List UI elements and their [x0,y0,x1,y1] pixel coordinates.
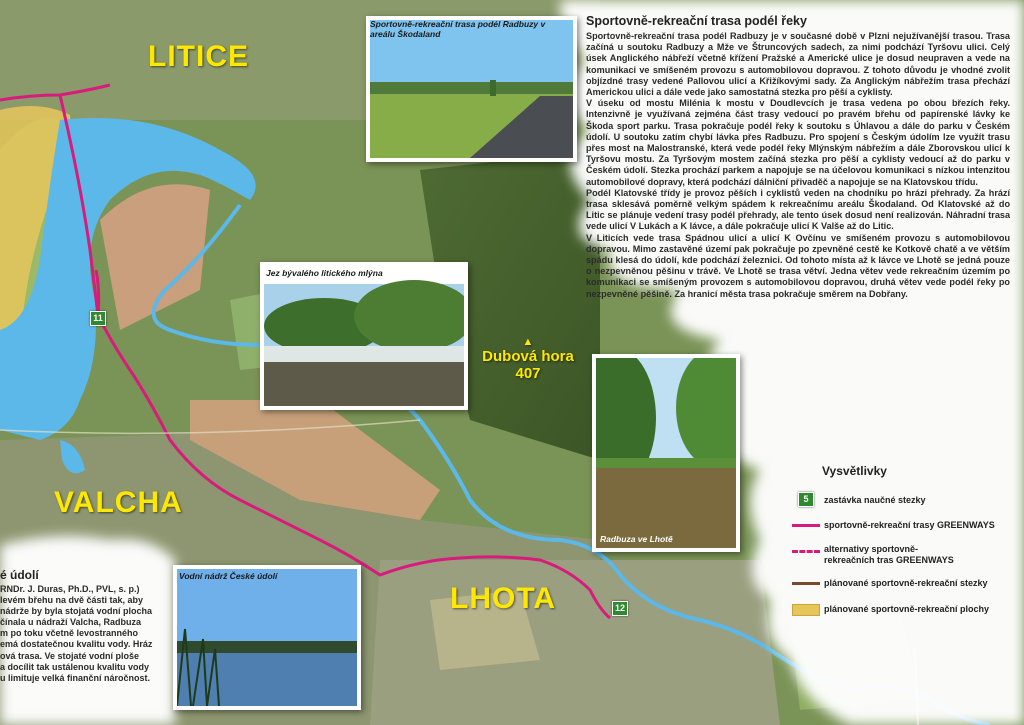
left-text-line: emá dostatečnou kvalitu vody. Hráz [0,639,153,650]
hill-marker-icon: ▲ [522,336,534,348]
hill-elevation: 407 [515,365,541,382]
legend-label: alternativy sportovně-rekreačních tras GREENWAYS [824,544,954,565]
legend-item-alternative [790,544,1018,566]
legend-stop-badge: 5 [798,492,814,507]
stop-marker-icon [790,492,820,508]
left-text-line: RNDr. J. Duras, Ph.D., PVL, s. p.) [0,584,140,594]
stop-marker-12[interactable]: 12 [612,601,628,616]
legend-label: zastávka naučné stezky [824,495,926,505]
legend-label: plánované sportovně-rekreační stezky [824,578,988,588]
legend-item-planned-areas [790,602,1018,618]
photo-image [596,358,736,548]
panel-paragraph: Sportovně-rekreační trasa podél Radbuzy je v současné době v Plzni nejužívanější trasou. Trasa začíná u soutoku Radbuzy a Mže ve Štruncových sadech, za nimi podchází Tyršovu ulici. Celý úsek Anglického nábřeží včetně křížení Pražské a Americké ulice je dosud neupraven a vede na komunikaci ve smíšeném provozu s automobilovou dopravou. Z tohoto důvodu je vhodné zvolit objízdné trasy vedené Pallovou ulicí a Křižíkovými sady. Za Anglickým nábřežím trasa přechází Americkou ulici a dále vede jako samostatná stezka pro pěší a cyklisty. [586,31,1010,98]
map-legend [790,464,1018,628]
town-label-lhota: LHOTA [450,582,557,615]
photo-caption: Sportovně-rekreační trasa podél Radbuzy v areálu Škodaland [370,19,546,39]
hill-name: Dubová hora [482,348,574,365]
photo-caption: Radbuza ve Lhotě [600,534,673,544]
town-label-valcha: VALCHA [54,486,183,519]
legend-item-stop [790,492,1018,508]
left-text-line: ová trasa. Ve stojaté vodní ploše [0,650,140,661]
panel-paragraph: Podél Klatovské třídy je provoz pěších i cyklistů veden na chodníku po hrázi přehrady. Za hrází trasa sklesává poměrně velkým spádem k rekreačnímu areálu Škodaland. Od Klatovské až do Litic se plánuje vedení trasy podél přehrady, ale tento úsek dosud není realizován. Náhradní trasa vede ulicí V Lukách a K lávce, a dále pokračuje ulicí K Valše až do Litic. [586,187,1010,232]
photo-caption: Jez bývalého litického mlýna [266,268,383,278]
route-description-panel [586,14,1010,300]
photo-image [370,20,573,158]
urban-area-lhota [370,560,780,725]
legend-label: sportovně-rekreační trasy GREENWAYS [824,520,995,530]
stop-marker-11[interactable]: 11 [90,311,106,326]
left-text-line: nádrže by byla stojatá vodní plocha [0,606,153,617]
photo-image [264,266,464,406]
photo-radbuza-park[interactable] [366,16,577,162]
greenways-line-icon [790,518,820,534]
reservoir-description [0,568,162,684]
planned-area-icon [790,602,820,618]
legend-label: plánované sportovně-rekreační plochy [824,604,990,614]
planned-path-icon [790,576,820,592]
photo-reservoir[interactable] [173,565,361,710]
photo-caption: Vodní nádrž České údolí [179,571,278,581]
photo-lhota[interactable] [592,354,740,552]
photo-image [177,569,357,706]
left-text-line: a docílit tak ustálenou kvalitu vody [0,661,150,672]
legend-item-planned-paths [790,576,1018,592]
legend-title: Vysvětlivky [822,464,887,478]
legend-item-greenways [790,518,1018,534]
left-text-line: čínala u nádraží Valcha, Radbuza [0,617,142,628]
left-title: é údolí [0,568,39,582]
left-text-line: levém břehu na dvě části tak, aby [0,595,144,606]
alternative-route-icon [790,544,820,560]
photo-weir[interactable] [260,262,468,410]
panel-paragraph: V úseku od mostu Milénia k mostu v Doudlevcích je trasa vedena po obou březích řeky. Intenzivně je využívaná zejména část trasy vedoucí po pravém břehu od papírenské lávky ke Škoda sport parku. Trasa pokračuje podél řeky k soutoku s Úhlavou a dále do parku v Českém údolí. U soutoku zatím chybí lávka přes Radbuzu. Pro spojení s Českým údolím lze využít trasu přes most na Malostranské, která vede podél řeky Mlýnským nábřežím a dále Zborovskou ulicí k Tyršovu mostu. Za Tyršovým mostem začíná stezka pro pěší a cyklisty vedoucí až do parku v Českém údolí. Stezka prochází parkem a napojuje se na účelovou komunikaci s nízkou intenzitou automobilové dopravy, která podchází dálniční přivaděč a napojuje se na Klatovskou třídu. [586,98,1010,187]
panel-title: Sportovně-rekreační trasa podél řeky [586,14,807,28]
left-text-line: m po toku včetně levostranného [0,628,139,639]
panel-paragraph: V Liticích vede trasa Spádnou ulicí a ulicí K Ovčínu ve smíšeném provozu s automobilovou dopravou. Mimo zastavěné území pak pokračuje po zpevněné cestě ke Kotkově chatě a ve větším spádu klesá do údolí, kde podchází železnici. Od tohoto místa až k lávce ve Lhotě se jedná pouze o nezpevněnou pěšinu v trávě. Ve Lhotě se trasa větví. Jedna větev vede rekreačním územím po komunikaci se smíšeným provozem s automobilovou dopravou, druhá větev vede podél řeky po nezpevněné pěšině. Za hranicí města trasa pokračuje směrem na Dobřany. [586,232,1010,299]
left-text-line: u limituje velká finanční náročnost. [0,672,151,683]
town-label-litice: LITICE [148,40,249,73]
hill-label [476,336,580,382]
